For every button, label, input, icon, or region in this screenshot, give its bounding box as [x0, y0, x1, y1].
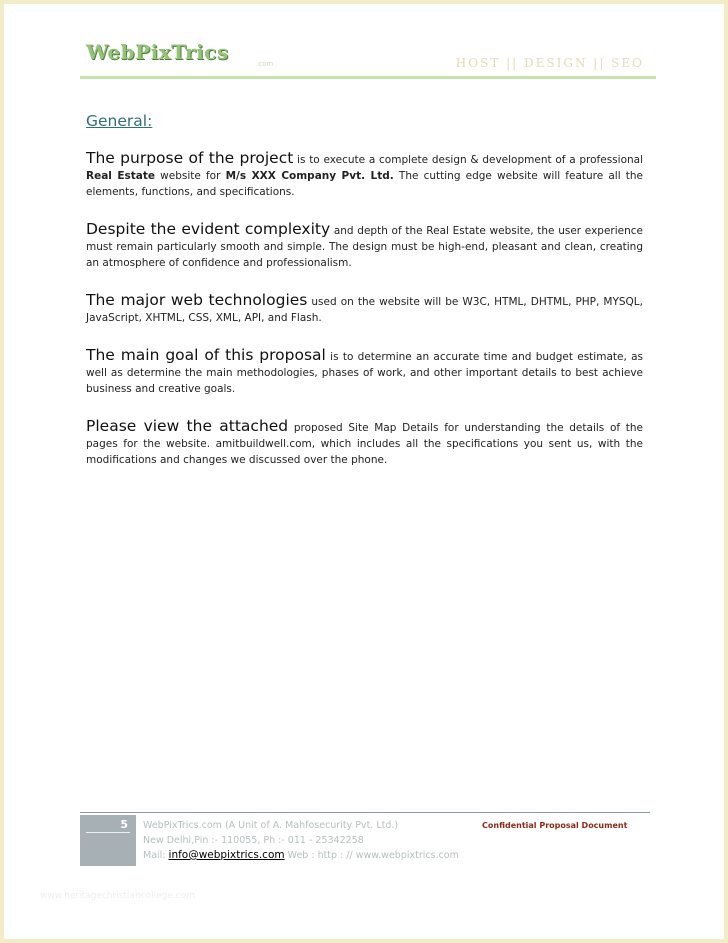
- paragraph-goal: [86, 347, 643, 397]
- header-divider: [80, 76, 656, 79]
- paragraph-text: website for: [155, 170, 226, 182]
- email-link[interactable]: info@webpixtrics.com: [168, 849, 285, 861]
- paragraph-lead: The main goal of this proposal: [86, 346, 326, 364]
- paragraph-lead: The purpose of the project: [86, 149, 294, 167]
- web-text: Web : http : // www.webpixtrics.com: [284, 850, 459, 861]
- paragraph-bold: M/s XXX Company Pvt. Ltd.: [225, 170, 394, 182]
- footer-contact-line: [143, 849, 459, 861]
- footer-divider: [80, 812, 650, 813]
- footer-address-line: New Delhi,Pin :- 110055, Ph :- 011 - 25342258: [143, 835, 364, 846]
- paragraph-lead: The major web technologies: [86, 291, 308, 309]
- paragraph-text: is to determine an accurate time and budget estimate, as well as determine the main methodologies, phases of work, and other important details to best achieve business and creative goals.: [86, 351, 643, 395]
- page-number-underline: [86, 832, 130, 833]
- paragraph-complexity: [86, 221, 643, 271]
- company-logo: WebPixTrics: [86, 40, 229, 64]
- paragraph-purpose: [86, 150, 643, 200]
- page-number: 5: [120, 818, 128, 831]
- paragraph-lead: Please view the attached: [86, 417, 289, 435]
- logo-suffix: .com: [256, 60, 274, 68]
- footer-company-line: WebPixTrics.com (A Unit of A. Mahfosecurity Pvt. Ltd.): [143, 820, 399, 831]
- paragraph-text: used on the website will be W3C, HTML, DHTML, PHP, MYSQL, JavaScript, XHTML, CSS, XML, API, and Flash.: [86, 296, 643, 324]
- paragraph-text: The cutting edge website will feature all the elements, functions, and specifications.: [86, 170, 643, 198]
- paragraph-attached: [86, 418, 643, 468]
- page-number-box: [80, 815, 136, 866]
- paragraph-text: is to execute a complete design & development of a professional: [293, 154, 643, 166]
- document-page: [4, 4, 724, 939]
- paragraph-text: proposed Site Map Details for understanding the details of the pages for the website. amitbuildwell.com, which includes all the specifications you sent us, with the modifications and changes we discussed over the phone.: [86, 422, 643, 466]
- header-tagline: HOST || DESIGN || SEO: [455, 56, 644, 70]
- paragraph-technologies: [86, 292, 643, 326]
- confidential-label: Confidential Proposal Document: [482, 821, 628, 830]
- source-watermark: www.heritagechristiancollege.com: [40, 891, 195, 901]
- paragraph-text: and depth of the Real Estate website, the user experience must remain particularly smooth and simple. The design must be high-end, pleasant and clean, creating an atmosphere of confidence and professionalism.: [86, 225, 643, 269]
- mail-label: Mail:: [143, 850, 169, 861]
- paragraph-bold: Real Estate: [86, 170, 156, 182]
- section-heading: General:: [86, 112, 153, 130]
- paragraph-lead: Despite the evident complexity: [86, 220, 331, 238]
